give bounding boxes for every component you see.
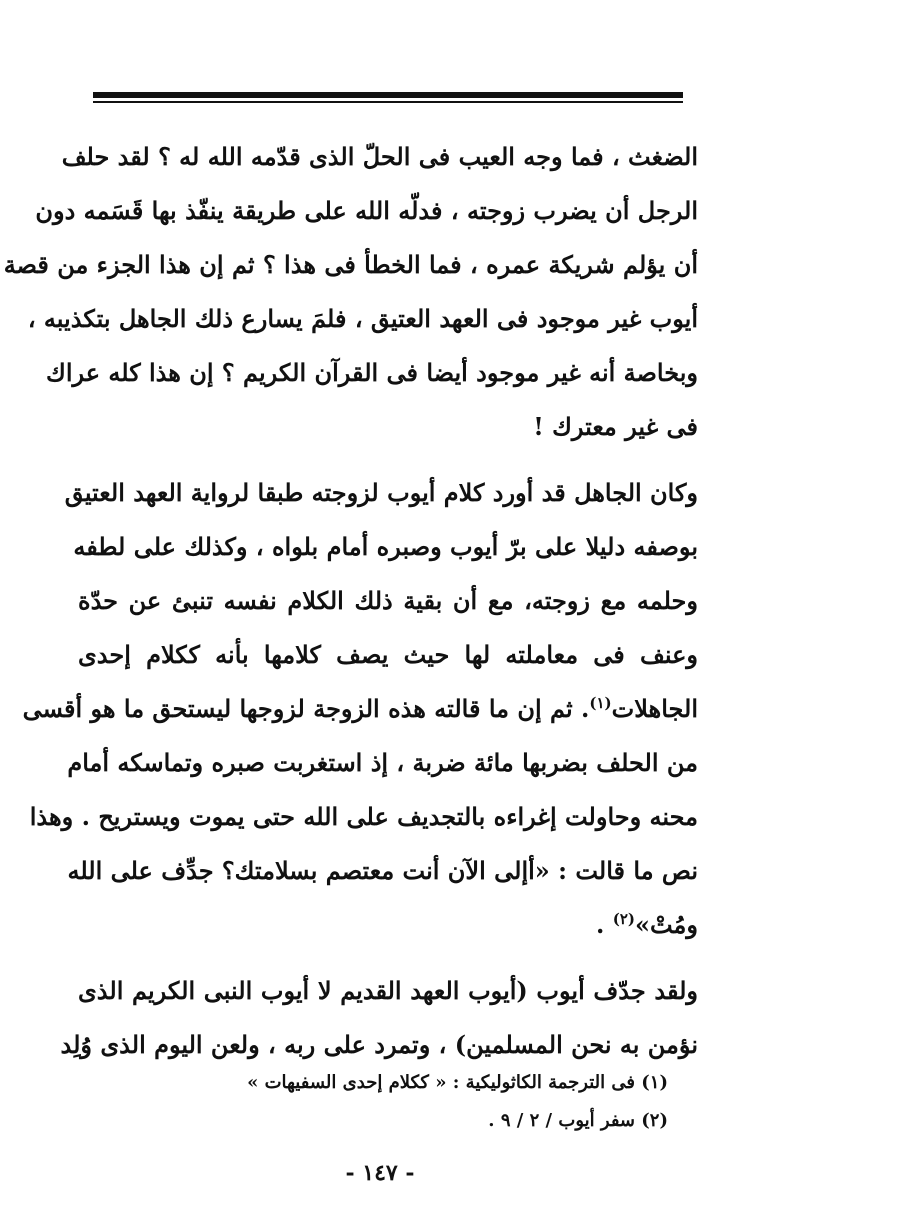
header-rule-thick xyxy=(93,92,683,98)
footnotes xyxy=(78,1064,668,1140)
header-rule-thin xyxy=(93,101,683,103)
footnote-ref-1: (١) xyxy=(589,694,612,712)
text-line: ولقد جدّف أيوب (أيوب العهد القديم لا أيوب النبى الكريم الذى xyxy=(78,976,698,1005)
text-line-with-footnote xyxy=(78,898,698,952)
text-line: أن يؤلم شريكة عمره ، فما الخطأ فى هذا ؟ ثم إن هذا الجزء من قصة xyxy=(3,250,698,279)
footnote-ref-2: (٢) xyxy=(612,910,635,928)
text-line: الضغث ، فما وجه العيب فى الحلّ الذى قدّمه الله له ؟ لقد حلف xyxy=(61,142,698,171)
text-segment: . ثم إن ما قالته هذه الزوجة لزوجها ليستحق ما هو أقسى xyxy=(22,694,590,723)
text-line: من الحلف بضربها مائة ضربة ، إذ استغربت صبره وتماسكه أمام xyxy=(67,748,698,777)
text-line: نص ما قالت : «أإلى الآن أنت معتصم بسلامتك؟ جدِّف على الله xyxy=(67,856,698,885)
text-segment: ومُتْ» xyxy=(634,910,698,939)
text-line: وحلمه مع زوجته، مع أن بقية ذلك الكلام نفسه تنبئ عن حدّة xyxy=(78,586,698,615)
footnote-1: (١) فى الترجمة الكاثوليكية : « ككلام إحدى السفيهات » xyxy=(247,1072,668,1093)
text-line: فى غير معترك ! xyxy=(533,412,698,441)
text-line: بوصفه دليلا على برّ أيوب وصبره أمام بلواه ، وكذلك على لطفه xyxy=(73,532,698,561)
paragraph-3 xyxy=(60,964,698,1072)
text-line: وكان الجاهل قد أورد كلام أيوب لزوجته طبقا لرواية العهد العتيق xyxy=(64,478,698,507)
text-line: محنه وحاولت إغراءه بالتجديف على الله حتى يموت ويستريح . وهذا xyxy=(29,802,698,831)
paragraph-2 xyxy=(22,466,698,952)
text-line: أيوب غير موجود فى العهد العتيق ، فلمَ يسارع ذلك الجاهل بتكذيبه ، xyxy=(27,304,698,333)
text-segment: الجاهلات xyxy=(611,694,698,723)
text-line: الرجل أن يضرب زوجته ، فدلّه الله على طريقة ينفّذ بها قَسَمه دون xyxy=(35,196,698,225)
text-line: وعنف فى معاملته لها حيث يصف كلامها بأنه ككلام إحدى xyxy=(78,640,698,669)
page-number: - ١٤٧ - xyxy=(345,1160,415,1186)
text-line: نؤمن به نحن المسلمين) ، وتمرد على ربه ، ولعن اليوم الذى وُلِد xyxy=(60,1030,698,1059)
body-text xyxy=(3,130,698,1072)
text-segment: . xyxy=(595,910,613,939)
footnote-2: (٢) سفر أيوب / ٢ / ٩ . xyxy=(488,1110,668,1131)
paragraph-1 xyxy=(3,130,698,454)
text-line-with-footnote xyxy=(22,682,698,736)
text-line: وبخاصة أنه غير موجود أيضا فى القرآن الكريم ؟ إن هذا كله عراك xyxy=(46,358,698,387)
